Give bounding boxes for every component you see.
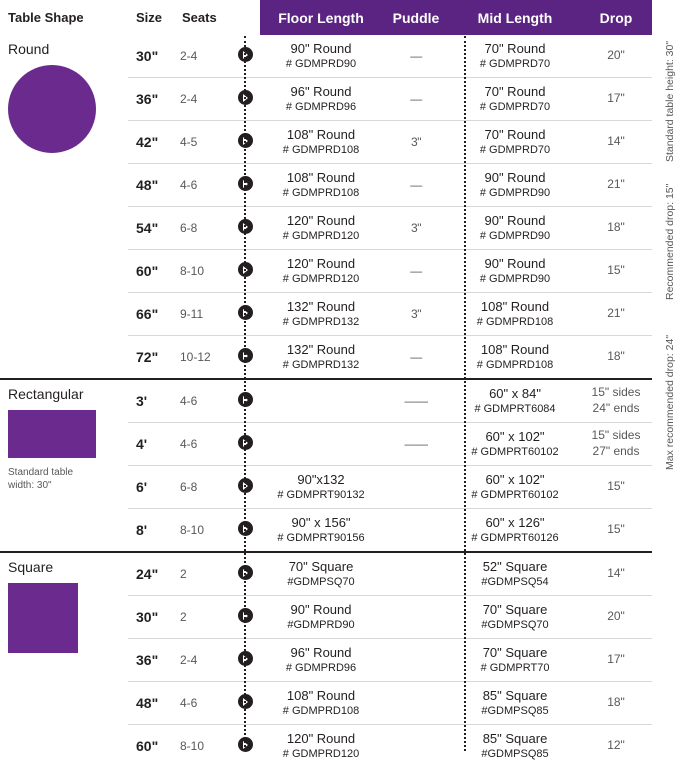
table-header	[0, 0, 652, 35]
puddle-value: 3"	[411, 307, 421, 321]
cell-drop	[580, 121, 652, 164]
cell-floor-length	[260, 35, 382, 78]
cell-size: 60"	[128, 725, 174, 767]
floor-length-value: 132" Round	[260, 298, 382, 316]
drop-value: 18"	[607, 695, 625, 709]
floor-length-value: 108" Round	[260, 169, 382, 187]
cell-seats: 4-5	[174, 121, 230, 164]
cell-floor-length	[260, 164, 382, 207]
cell-puddle	[382, 78, 450, 121]
cell-puddle	[382, 639, 450, 682]
cell-puddle	[382, 207, 450, 250]
cell-floor-length	[260, 293, 382, 336]
side-note-0: Standard table height: 30"	[664, 41, 676, 162]
header-seats: Seats	[174, 0, 230, 35]
floor-length-value: 108" Round	[260, 126, 382, 144]
table-row	[0, 553, 652, 596]
cell-puddle	[382, 380, 450, 423]
puddle-value: —	[410, 350, 422, 364]
floor-length-sku: # GDMPRD132	[260, 315, 382, 330]
mid-length-sku: # GDMPRD108	[450, 358, 580, 373]
cell-mid-length	[450, 725, 580, 767]
drop-value: 17"	[607, 91, 625, 105]
mid-length-value: 70" Round	[450, 126, 580, 144]
cell-floor-length	[260, 250, 382, 293]
drop-value: 20"	[607, 609, 625, 623]
cell-drop	[580, 35, 652, 78]
cell-seats: 8-10	[174, 250, 230, 293]
cell-drop	[580, 509, 652, 553]
shape-cell	[0, 553, 128, 767]
cell-mid-length	[450, 509, 580, 553]
mid-length-sku: # GDMPRD90	[450, 186, 580, 201]
cell-drop	[580, 293, 652, 336]
floor-length-sku: # GDMPRD108	[260, 186, 382, 201]
header-drop: Drop	[580, 0, 652, 35]
mid-length-value: 108" Round	[450, 298, 580, 316]
cell-mid-length	[450, 596, 580, 639]
mid-length-sku: # GDMPRD108	[450, 315, 580, 330]
side-note-1: Recommended drop: 15"	[664, 184, 676, 300]
floor-length-sku: # GDMPRT90132	[260, 488, 382, 503]
dotted-guide-left	[244, 36, 246, 751]
mid-length-value: 70" Square	[450, 601, 580, 619]
floor-length-value: 90"x132	[260, 471, 382, 489]
floor-length-sku: # GDMPRD120	[260, 229, 382, 244]
drop-value: 18"	[607, 349, 625, 363]
mid-length-value: 108" Round	[450, 341, 580, 359]
cell-size: 60"	[128, 250, 174, 293]
shape-label: Rectangular	[8, 386, 128, 402]
drop-value: 27" ends	[593, 444, 640, 458]
mid-length-value: 90" Round	[450, 255, 580, 273]
cell-size: 3'	[128, 380, 174, 423]
cell-puddle	[382, 553, 450, 596]
mid-length-value: 70" Square	[450, 644, 580, 662]
cell-drop	[580, 250, 652, 293]
cell-puddle	[382, 293, 450, 336]
cell-floor-length	[260, 466, 382, 509]
cell-size: 30"	[128, 35, 174, 78]
cell-floor-length	[260, 423, 382, 466]
cell-size: 36"	[128, 78, 174, 121]
cell-floor-length	[260, 596, 382, 639]
cell-floor-length	[260, 639, 382, 682]
floor-length-sku: # GDMPRD120	[260, 747, 382, 762]
cell-seats: 10-12	[174, 336, 230, 380]
cell-seats: 6-8	[174, 466, 230, 509]
cell-size: 36"	[128, 639, 174, 682]
floor-length-value: 90" Round	[260, 601, 382, 619]
cell-floor-length	[260, 78, 382, 121]
drop-value: 15"	[607, 479, 625, 493]
cell-mid-length	[450, 207, 580, 250]
floor-length-sku: # GDMPRD96	[260, 661, 382, 676]
cell-size: 66"	[128, 293, 174, 336]
header-floor-length: Floor Length	[260, 0, 382, 35]
cell-mid-length	[450, 164, 580, 207]
cell-seats: 4-6	[174, 682, 230, 725]
cell-seats: 4-6	[174, 423, 230, 466]
floor-length-value: 120" Round	[260, 212, 382, 230]
mid-length-sku: # GDMPRT60102	[450, 488, 580, 503]
cell-floor-length	[260, 121, 382, 164]
puddle-value: —	[410, 264, 422, 278]
cell-drop	[580, 164, 652, 207]
cell-size: 4'	[128, 423, 174, 466]
drop-value: 24" ends	[593, 401, 640, 415]
mid-length-sku: # GDMPRT60102	[450, 445, 580, 460]
cell-puddle	[382, 35, 450, 78]
drop-value: 15"	[607, 522, 625, 536]
mid-length-sku: # GDMPRT70	[450, 661, 580, 676]
cell-seats: 2-4	[174, 78, 230, 121]
floor-length-value: 132" Round	[260, 341, 382, 359]
mid-length-sku: # GDMPRD90	[450, 229, 580, 244]
mid-length-value: 60" x 102"	[450, 471, 580, 489]
drop-value: 15" sides	[592, 428, 641, 442]
floor-length-sku: # GDMPRD96	[260, 100, 382, 115]
mid-length-value: 85" Square	[450, 687, 580, 705]
drop-value: 15"	[607, 263, 625, 277]
table-row	[0, 380, 652, 423]
drop-value: 17"	[607, 652, 625, 666]
puddle-value: ——	[405, 394, 428, 408]
cell-size: 6'	[128, 466, 174, 509]
cell-floor-length	[260, 380, 382, 423]
mid-length-sku: # GDMPRD70	[450, 143, 580, 158]
shape-swatch-rectangle	[8, 410, 96, 458]
cell-seats: 2-4	[174, 639, 230, 682]
cell-puddle	[382, 336, 450, 380]
floor-length-sku: # GDMPRD108	[260, 143, 382, 158]
mid-length-value: 70" Round	[450, 83, 580, 101]
cell-drop	[580, 682, 652, 725]
header-mid-length: Mid Length	[450, 0, 580, 35]
drop-value: 15" sides	[592, 385, 641, 399]
header-spacer	[230, 0, 260, 35]
cell-drop	[580, 553, 652, 596]
header-puddle: Puddle	[382, 0, 450, 35]
header-row	[0, 0, 652, 35]
cell-seats: 4-6	[174, 164, 230, 207]
mid-length-sku: #GDMPSQ85	[450, 704, 580, 719]
mid-length-sku: # GDMPRT60126	[450, 531, 580, 546]
cell-size: 24"	[128, 553, 174, 596]
drop-value: 14"	[607, 134, 625, 148]
cell-puddle	[382, 423, 450, 466]
cell-drop	[580, 725, 652, 767]
cell-puddle	[382, 725, 450, 767]
cell-drop	[580, 596, 652, 639]
cell-seats: 4-6	[174, 380, 230, 423]
floor-length-sku: # GDMPRD132	[260, 358, 382, 373]
puddle-value: 3"	[411, 221, 421, 235]
shape-swatch-circle	[8, 65, 96, 153]
cell-mid-length	[450, 250, 580, 293]
cell-puddle	[382, 250, 450, 293]
floor-length-value: 90" Round	[260, 40, 382, 58]
cell-floor-length	[260, 553, 382, 596]
cell-mid-length	[450, 682, 580, 725]
mid-length-value: 52" Square	[450, 558, 580, 576]
floor-length-value: 96" Round	[260, 83, 382, 101]
mid-length-sku: # GDMPRD70	[450, 57, 580, 72]
mid-length-value: 60" x 126"	[450, 514, 580, 532]
cell-size: 30"	[128, 596, 174, 639]
cell-seats: 8-10	[174, 725, 230, 767]
floor-length-value: 108" Round	[260, 687, 382, 705]
puddle-value: —	[410, 178, 422, 192]
drop-value: 18"	[607, 220, 625, 234]
cell-puddle	[382, 596, 450, 639]
floor-length-value: 120" Round	[260, 255, 382, 273]
side-notes	[652, 0, 679, 759]
floor-length-value: 90" x 156"	[260, 514, 382, 532]
mid-length-value: 90" Round	[450, 212, 580, 230]
cell-seats: 2	[174, 553, 230, 596]
cell-floor-length	[260, 509, 382, 553]
floor-length-value: 120" Round	[260, 730, 382, 748]
cell-drop	[580, 380, 652, 423]
cell-seats: 9-11	[174, 293, 230, 336]
mid-length-value: 70" Round	[450, 40, 580, 58]
shape-label: Square	[8, 559, 128, 575]
cell-drop	[580, 78, 652, 121]
drop-value: 12"	[607, 738, 625, 752]
cell-mid-length	[450, 423, 580, 466]
cell-mid-length	[450, 293, 580, 336]
mid-length-sku: # GDMPRT6084	[450, 402, 580, 417]
mid-length-sku: # GDMPRD70	[450, 100, 580, 115]
cell-size: 48"	[128, 164, 174, 207]
drop-value: 21"	[607, 306, 625, 320]
shape-swatch-square	[8, 583, 78, 653]
table-body	[0, 35, 652, 767]
mid-length-value: 60" x 84"	[450, 385, 580, 403]
shape-label: Round	[8, 41, 128, 57]
puddle-value: ——	[405, 437, 428, 451]
floor-length-sku: # GDMPRD108	[260, 704, 382, 719]
cell-seats: 6-8	[174, 207, 230, 250]
cell-mid-length	[450, 35, 580, 78]
mid-length-sku: #GDMPSQ70	[450, 618, 580, 633]
cell-mid-length	[450, 78, 580, 121]
puddle-value: 3"	[411, 135, 421, 149]
puddle-value: —	[410, 49, 422, 63]
shape-cell	[0, 35, 128, 379]
cell-seats: 2	[174, 596, 230, 639]
cell-puddle	[382, 509, 450, 553]
cell-drop	[580, 207, 652, 250]
mid-length-sku: #GDMPSQ85	[450, 747, 580, 762]
cell-mid-length	[450, 121, 580, 164]
drop-value: 21"	[607, 177, 625, 191]
cell-floor-length	[260, 207, 382, 250]
cell-drop	[580, 639, 652, 682]
mid-length-sku: # GDMPRD90	[450, 272, 580, 287]
mid-length-value: 60" x 102"	[450, 428, 580, 446]
cell-drop	[580, 466, 652, 509]
cell-drop	[580, 423, 652, 466]
shape-cell	[0, 380, 128, 552]
side-note-2: Max recommended drop: 24"	[664, 335, 676, 470]
cell-mid-length	[450, 639, 580, 682]
cell-mid-length	[450, 336, 580, 380]
cell-size: 8'	[128, 509, 174, 553]
cell-floor-length	[260, 682, 382, 725]
cell-size: 54"	[128, 207, 174, 250]
cell-puddle	[382, 164, 450, 207]
floor-length-value: 70" Square	[260, 558, 382, 576]
shape-note: Standard table width: 30"	[8, 466, 100, 492]
drop-value: 20"	[607, 48, 625, 62]
cell-seats: 8-10	[174, 509, 230, 553]
mid-length-value: 90" Round	[450, 169, 580, 187]
floor-length-sku: # GDMPRD120	[260, 272, 382, 287]
floor-length-sku: # GDMPRD90	[260, 57, 382, 72]
floor-length-sku: # GDMPRT90156	[260, 531, 382, 546]
cell-seats: 2-4	[174, 35, 230, 78]
cell-mid-length	[450, 466, 580, 509]
floor-length-sku: #GDMPRD90	[260, 618, 382, 633]
header-table-shape: Table Shape	[0, 0, 128, 35]
cell-mid-length	[450, 380, 580, 423]
mid-length-value: 85" Square	[450, 730, 580, 748]
dotted-guide-right	[464, 36, 466, 751]
cell-size: 72"	[128, 336, 174, 380]
drop-value: 14"	[607, 566, 625, 580]
cell-floor-length	[260, 725, 382, 767]
floor-length-sku: #GDMPSQ70	[260, 575, 382, 590]
header-size: Size	[128, 0, 174, 35]
cell-puddle	[382, 682, 450, 725]
cell-floor-length	[260, 336, 382, 380]
floor-length-value: 96" Round	[260, 644, 382, 662]
cell-size: 42"	[128, 121, 174, 164]
cell-puddle	[382, 121, 450, 164]
mid-length-sku: #GDMPSQ54	[450, 575, 580, 590]
table-row	[0, 35, 652, 78]
cell-drop	[580, 336, 652, 380]
cell-puddle	[382, 466, 450, 509]
puddle-value: —	[410, 92, 422, 106]
cell-mid-length	[450, 553, 580, 596]
cell-size: 48"	[128, 682, 174, 725]
